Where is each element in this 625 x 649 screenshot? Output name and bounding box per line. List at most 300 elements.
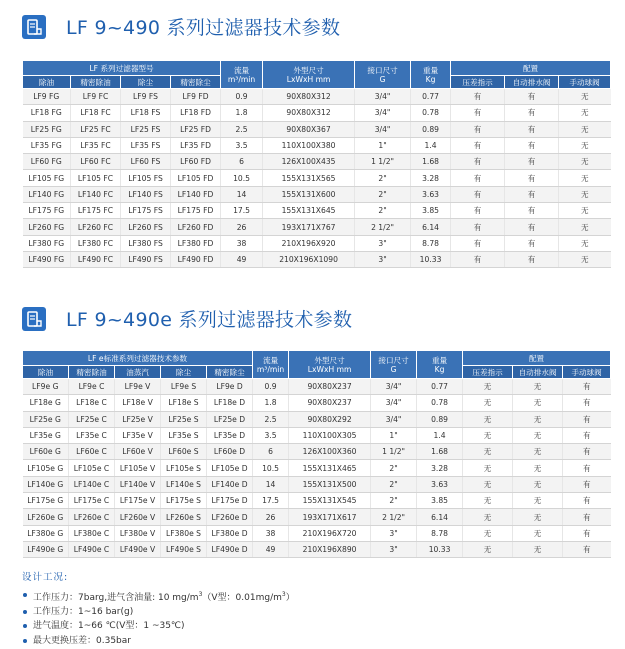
table-cell: LF35e D <box>207 427 253 443</box>
spec-table-lf <box>22 60 611 268</box>
table-cell: 有 <box>505 154 559 170</box>
table-cell: LF490e V <box>115 541 161 557</box>
table-cell: 2 1/2" <box>371 509 417 525</box>
table-cell: LF60e S <box>161 444 207 460</box>
table-cell: 3/4" <box>371 379 417 395</box>
table-cell: LF18e V <box>115 395 161 411</box>
table-cell: LF175 FG <box>23 203 71 219</box>
table-cell: 有 <box>451 219 505 235</box>
table-cell: LF25e C <box>69 411 115 427</box>
table-cell: LF60 FC <box>71 154 121 170</box>
table-cell: 210X196X890 <box>289 541 371 557</box>
config-col-header: 手动球阀 <box>563 366 611 379</box>
table-cell: 无 <box>559 170 611 186</box>
table-cell: 3" <box>371 541 417 557</box>
table-cell: 193X171X617 <box>289 509 371 525</box>
config-col-header: 自动排水阀 <box>505 76 559 89</box>
table-cell: LF490 FG <box>23 251 71 267</box>
table-cell: LF175e C <box>69 493 115 509</box>
table-cell: LF18 FD <box>171 105 221 121</box>
table-cell: 有 <box>505 186 559 202</box>
table-cell: 无 <box>463 395 513 411</box>
table-cell: 2" <box>371 476 417 492</box>
table-cell: LF140 FC <box>71 186 121 202</box>
table-cell: 有 <box>451 154 505 170</box>
table-cell: LF140 FD <box>171 186 221 202</box>
table-cell: LF9 FS <box>121 89 171 105</box>
table-cell: LF35 FS <box>121 137 171 153</box>
table-cell: 155X131X565 <box>263 170 355 186</box>
table-cell: 无 <box>463 411 513 427</box>
table-cell: LF175 FS <box>121 203 171 219</box>
table-cell: 有 <box>451 251 505 267</box>
table-cell: LF175e G <box>23 493 69 509</box>
table-cell: LF9 FC <box>71 89 121 105</box>
table-cell: 有 <box>451 170 505 186</box>
table-cell: 90X80X237 <box>289 379 371 395</box>
table-cell: 有 <box>563 525 611 541</box>
table-cell: LF260 FD <box>171 219 221 235</box>
table-cell: LF35e S <box>161 427 207 443</box>
table-cell: 3.5 <box>253 427 289 443</box>
table-cell: LF105e V <box>115 460 161 476</box>
table-cell: LF18e C <box>69 395 115 411</box>
table-cell: LF25e D <box>207 411 253 427</box>
table-cell: 3.28 <box>417 460 463 476</box>
table-cell: 90X80X312 <box>263 89 355 105</box>
table-cell: 无 <box>559 235 611 251</box>
table-cell: 无 <box>513 493 563 509</box>
condition-item: 工作压力：1~16 bar(g) <box>22 605 295 619</box>
table-cell: LF25e G <box>23 411 69 427</box>
table-cell: LF260e D <box>207 509 253 525</box>
table-cell: 无 <box>463 476 513 492</box>
table-cell: 10.5 <box>221 170 263 186</box>
table-cell: 10.5 <box>253 460 289 476</box>
table-cell: LF18 FS <box>121 105 171 121</box>
config-col-header: 手动球阀 <box>559 76 611 89</box>
table-cell: 有 <box>451 137 505 153</box>
table-cell: 无 <box>463 379 513 395</box>
table-cell: LF35 FG <box>23 137 71 153</box>
table-cell: 有 <box>505 203 559 219</box>
table-cell: 155X131X600 <box>263 186 355 202</box>
table-cell: 8.78 <box>417 525 463 541</box>
table-cell: 无 <box>559 137 611 153</box>
table-row <box>23 476 611 492</box>
table-cell: LF18 FC <box>71 105 121 121</box>
table-cell: 210X196X920 <box>263 235 355 251</box>
table-row <box>23 411 611 427</box>
design-conditions <box>22 569 295 648</box>
table-cell: LF105e C <box>69 460 115 476</box>
table-cell: 无 <box>559 186 611 202</box>
condition-item: 最大更换压差：0.35bar <box>22 634 295 648</box>
model-col-header: 除尘 <box>121 76 171 89</box>
table-row <box>23 525 611 541</box>
table-cell: 90X80X292 <box>289 411 371 427</box>
config-header: 配置 <box>463 351 611 366</box>
model-group-header: LF e标准系列过滤器技术参数 <box>23 351 253 366</box>
table-cell: 0.77 <box>411 89 451 105</box>
table-cell: 90X80X367 <box>263 121 355 137</box>
table-cell: 1.8 <box>221 105 263 121</box>
table-cell: LF105 FS <box>121 170 171 186</box>
table-cell: 155X131X645 <box>263 203 355 219</box>
config-col-header: 自动排水阀 <box>513 366 563 379</box>
table-cell: 有 <box>451 186 505 202</box>
table-cell: 38 <box>253 525 289 541</box>
table-cell: 无 <box>559 121 611 137</box>
table-row <box>23 154 611 170</box>
table-cell: 10.33 <box>417 541 463 557</box>
table-cell: 210X196X1090 <box>263 251 355 267</box>
table-cell: 49 <box>221 251 263 267</box>
table-cell: LF9e C <box>69 379 115 395</box>
table-cell: 无 <box>513 395 563 411</box>
table-cell: 1 1/2" <box>371 444 417 460</box>
table-cell: 110X100X305 <box>289 427 371 443</box>
table-cell: 3/4" <box>355 121 411 137</box>
table-cell: LF490 FC <box>71 251 121 267</box>
table-cell: 有 <box>563 493 611 509</box>
table-cell: 0.77 <box>417 379 463 395</box>
table-cell: LF490e D <box>207 541 253 557</box>
model-col-header: 除油 <box>23 76 71 89</box>
conditions-heading: 设计工况: <box>22 572 69 583</box>
table-cell: 6 <box>253 444 289 460</box>
table-cell: LF60 FG <box>23 154 71 170</box>
table-cell: 126X100X360 <box>289 444 371 460</box>
table-cell: 3.85 <box>411 203 451 219</box>
table-cell: 3.5 <box>221 137 263 153</box>
table-cell: LF260 FS <box>121 219 171 235</box>
size-header: 外型尺寸 LxWxH mm <box>289 351 371 379</box>
table-cell: LF25e V <box>115 411 161 427</box>
table-cell: 2" <box>371 460 417 476</box>
table-cell: 0.89 <box>411 121 451 137</box>
table-cell: 有 <box>563 460 611 476</box>
config-header: 配置 <box>451 61 611 76</box>
table-cell: 1.68 <box>411 154 451 170</box>
table-cell: 无 <box>513 379 563 395</box>
table-cell: 有 <box>505 219 559 235</box>
table-cell: LF140e V <box>115 476 161 492</box>
table-cell: 1.8 <box>253 395 289 411</box>
table-cell: 3.28 <box>411 170 451 186</box>
table-cell: 有 <box>563 411 611 427</box>
table-cell: 8.78 <box>411 235 451 251</box>
table-cell: LF9e V <box>115 379 161 395</box>
table-cell: 无 <box>559 219 611 235</box>
table-cell: 2.5 <box>221 121 263 137</box>
table-cell: 无 <box>513 541 563 557</box>
table-row <box>23 509 611 525</box>
table-cell: 有 <box>505 170 559 186</box>
table-cell: LF175e S <box>161 493 207 509</box>
table-cell: 无 <box>559 251 611 267</box>
table-cell: 有 <box>505 137 559 153</box>
flow-header: 流量 m³/min <box>253 351 289 379</box>
table-cell: LF380 FD <box>171 235 221 251</box>
table-cell: LF380 FS <box>121 235 171 251</box>
table-cell: 有 <box>451 105 505 121</box>
table-row <box>23 395 611 411</box>
table-cell: LF25 FS <box>121 121 171 137</box>
table-row <box>23 170 611 186</box>
table-cell: LF105e G <box>23 460 69 476</box>
table-cell: LF35 FC <box>71 137 121 153</box>
model-col-header: 油蒸汽 <box>115 366 161 379</box>
table-cell: LF9e D <box>207 379 253 395</box>
table-cell: 有 <box>563 427 611 443</box>
table-cell: 0.89 <box>417 411 463 427</box>
table-cell: 有 <box>451 235 505 251</box>
table-row <box>23 203 611 219</box>
table-row <box>23 137 611 153</box>
table-cell: LF25 FD <box>171 121 221 137</box>
table-cell: LF18e D <box>207 395 253 411</box>
table-cell: LF140e G <box>23 476 69 492</box>
table-cell: 无 <box>513 411 563 427</box>
table-cell: 无 <box>513 460 563 476</box>
table-cell: LF9 FD <box>171 89 221 105</box>
table-cell: LF140 FS <box>121 186 171 202</box>
table-cell: LF260 FG <box>23 219 71 235</box>
model-group-header: LF 系列过滤器型号 <box>23 61 221 76</box>
table-cell: 155X131X500 <box>289 476 371 492</box>
table-cell: LF140 FG <box>23 186 71 202</box>
table-cell: 有 <box>563 395 611 411</box>
condition-item: 进气温度：1~66 ℃(V型：1 ~35℃) <box>22 619 295 633</box>
table-cell: LF35e G <box>23 427 69 443</box>
table-row <box>23 186 611 202</box>
table-cell: 有 <box>505 235 559 251</box>
port-header: 接口尺寸 G <box>371 351 417 379</box>
table-cell: LF35 FD <box>171 137 221 153</box>
table-cell: LF380e S <box>161 525 207 541</box>
table-cell: 155X131X465 <box>289 460 371 476</box>
table-cell: LF18 FG <box>23 105 71 121</box>
table-cell: 无 <box>513 427 563 443</box>
table-cell: 90X80X237 <box>289 395 371 411</box>
config-col-header: 压差指示 <box>451 76 505 89</box>
table-row <box>23 444 611 460</box>
table-row <box>23 251 611 267</box>
table-cell: 有 <box>563 379 611 395</box>
table-cell: 2" <box>355 203 411 219</box>
table-cell: LF105 FC <box>71 170 121 186</box>
table-cell: 2 1/2" <box>355 219 411 235</box>
table-cell: LF105 FG <box>23 170 71 186</box>
table-cell: 3" <box>355 251 411 267</box>
table-cell: 6.14 <box>411 219 451 235</box>
table-cell: 有 <box>563 509 611 525</box>
table-cell: 17.5 <box>253 493 289 509</box>
table-cell: 有 <box>451 121 505 137</box>
table-cell: LF175e V <box>115 493 161 509</box>
table-cell: LF260 FC <box>71 219 121 235</box>
table-row <box>23 89 611 105</box>
model-col-header: 精密除尘 <box>207 366 253 379</box>
table-cell: 有 <box>563 541 611 557</box>
table-cell: 2" <box>371 493 417 509</box>
table-cell: 无 <box>513 476 563 492</box>
table-cell: LF9e S <box>161 379 207 395</box>
table-cell: 1 1/2" <box>355 154 411 170</box>
table-cell: 无 <box>463 509 513 525</box>
table-cell: 无 <box>559 89 611 105</box>
table-cell: 无 <box>513 525 563 541</box>
section2-heading <box>22 305 352 332</box>
table-cell: LF9 FG <box>23 89 71 105</box>
table-cell: LF140e C <box>69 476 115 492</box>
table-cell: LF175 FD <box>171 203 221 219</box>
table-row <box>23 121 611 137</box>
filter-logo-icon <box>22 15 46 39</box>
model-col-header: 精密除油 <box>71 76 121 89</box>
table-cell: LF260e S <box>161 509 207 525</box>
table-cell: LF260e C <box>69 509 115 525</box>
table-cell: LF35e V <box>115 427 161 443</box>
weight-header: 重量 Kg <box>411 61 451 89</box>
table-cell: LF260e G <box>23 509 69 525</box>
size-header: 外型尺寸 LxWxH mm <box>263 61 355 89</box>
table-cell: 90X80X312 <box>263 105 355 121</box>
table-cell: 有 <box>451 89 505 105</box>
table-cell: 无 <box>559 154 611 170</box>
table-cell: 6 <box>221 154 263 170</box>
table-cell: 有 <box>563 444 611 460</box>
table-cell: 1" <box>371 427 417 443</box>
table-cell: LF9e G <box>23 379 69 395</box>
table-row <box>23 219 611 235</box>
table-cell: LF380e G <box>23 525 69 541</box>
table-cell: 无 <box>513 444 563 460</box>
table-cell: 3.63 <box>417 476 463 492</box>
table-row <box>23 460 611 476</box>
table-cell: 1.4 <box>417 427 463 443</box>
table-cell: 2.5 <box>253 411 289 427</box>
table-cell: LF380 FC <box>71 235 121 251</box>
table-cell: 无 <box>559 105 611 121</box>
table-cell: LF490e S <box>161 541 207 557</box>
table-cell: LF140e D <box>207 476 253 492</box>
table-cell: LF490 FS <box>121 251 171 267</box>
table-cell: 10.33 <box>411 251 451 267</box>
table-cell: LF25e S <box>161 411 207 427</box>
table-cell: 有 <box>505 89 559 105</box>
table-cell: 无 <box>463 427 513 443</box>
table-cell: LF18e G <box>23 395 69 411</box>
table-cell: 26 <box>221 219 263 235</box>
table-cell: LF490e G <box>23 541 69 557</box>
table-cell: 无 <box>513 509 563 525</box>
flow-header: 流量 m³/min <box>221 61 263 89</box>
table-cell: 3/4" <box>355 105 411 121</box>
port-header: 接口尺寸 G <box>355 61 411 89</box>
table-cell: 0.78 <box>417 395 463 411</box>
table-cell: LF60 FD <box>171 154 221 170</box>
table-cell: 有 <box>505 251 559 267</box>
table-cell: 无 <box>463 460 513 476</box>
filter-logo-icon <box>22 307 46 331</box>
table-cell: LF490e C <box>69 541 115 557</box>
table-cell: 193X171X767 <box>263 219 355 235</box>
table-cell: LF105e D <box>207 460 253 476</box>
model-col-header: 精密除油 <box>69 366 115 379</box>
config-col-header: 压差指示 <box>463 366 513 379</box>
table-cell: 3/4" <box>371 395 417 411</box>
table-cell: LF60e C <box>69 444 115 460</box>
table-cell: 无 <box>463 541 513 557</box>
table-cell: 38 <box>221 235 263 251</box>
table-cell: 6.14 <box>417 509 463 525</box>
model-col-header: 除油 <box>23 366 69 379</box>
table-cell: 126X100X435 <box>263 154 355 170</box>
table-cell: LF60 FS <box>121 154 171 170</box>
table-cell: 有 <box>563 476 611 492</box>
table-cell: LF60e D <box>207 444 253 460</box>
table-cell: 2" <box>355 186 411 202</box>
table-cell: 1" <box>355 137 411 153</box>
table-cell: 1.4 <box>411 137 451 153</box>
weight-header: 重量 Kg <box>417 351 463 379</box>
table-row <box>23 235 611 251</box>
table-cell: 有 <box>505 105 559 121</box>
table-cell: 26 <box>253 509 289 525</box>
table-cell: 无 <box>463 493 513 509</box>
table-cell: 0.9 <box>221 89 263 105</box>
table-row <box>23 427 611 443</box>
table-cell: 有 <box>505 121 559 137</box>
table-row <box>23 105 611 121</box>
table-cell: LF105e S <box>161 460 207 476</box>
table-cell: LF35e C <box>69 427 115 443</box>
table-cell: 14 <box>253 476 289 492</box>
table-cell: 无 <box>463 444 513 460</box>
table-row <box>23 493 611 509</box>
table-cell: LF260e V <box>115 509 161 525</box>
table-cell: 3" <box>355 235 411 251</box>
model-col-header: 除尘 <box>161 366 207 379</box>
table-cell: LF18e S <box>161 395 207 411</box>
table-cell: 2" <box>355 170 411 186</box>
section1-title: LF 9~490 系列过滤器技术参数 <box>66 17 341 39</box>
table-cell: LF380e V <box>115 525 161 541</box>
table-cell: LF175e D <box>207 493 253 509</box>
table-cell: LF380 FG <box>23 235 71 251</box>
model-col-header: 精密除尘 <box>171 76 221 89</box>
table-cell: 17.5 <box>221 203 263 219</box>
table-cell: LF25 FC <box>71 121 121 137</box>
table-cell: 49 <box>253 541 289 557</box>
table-cell: 有 <box>451 203 505 219</box>
table-cell: 无 <box>559 203 611 219</box>
section2-title: LF 9~490e 系列过滤器技术参数 <box>66 309 353 331</box>
table-cell: 无 <box>463 525 513 541</box>
table-cell: 3/4" <box>371 411 417 427</box>
table-cell: LF175 FC <box>71 203 121 219</box>
table-cell: LF490 FD <box>171 251 221 267</box>
table-cell: LF60e G <box>23 444 69 460</box>
table-cell: 1.68 <box>417 444 463 460</box>
spec-table-lf-e <box>22 350 611 558</box>
section1-heading <box>22 13 340 40</box>
table-cell: LF380e C <box>69 525 115 541</box>
table-cell: 3" <box>371 525 417 541</box>
table-cell: 14 <box>221 186 263 202</box>
